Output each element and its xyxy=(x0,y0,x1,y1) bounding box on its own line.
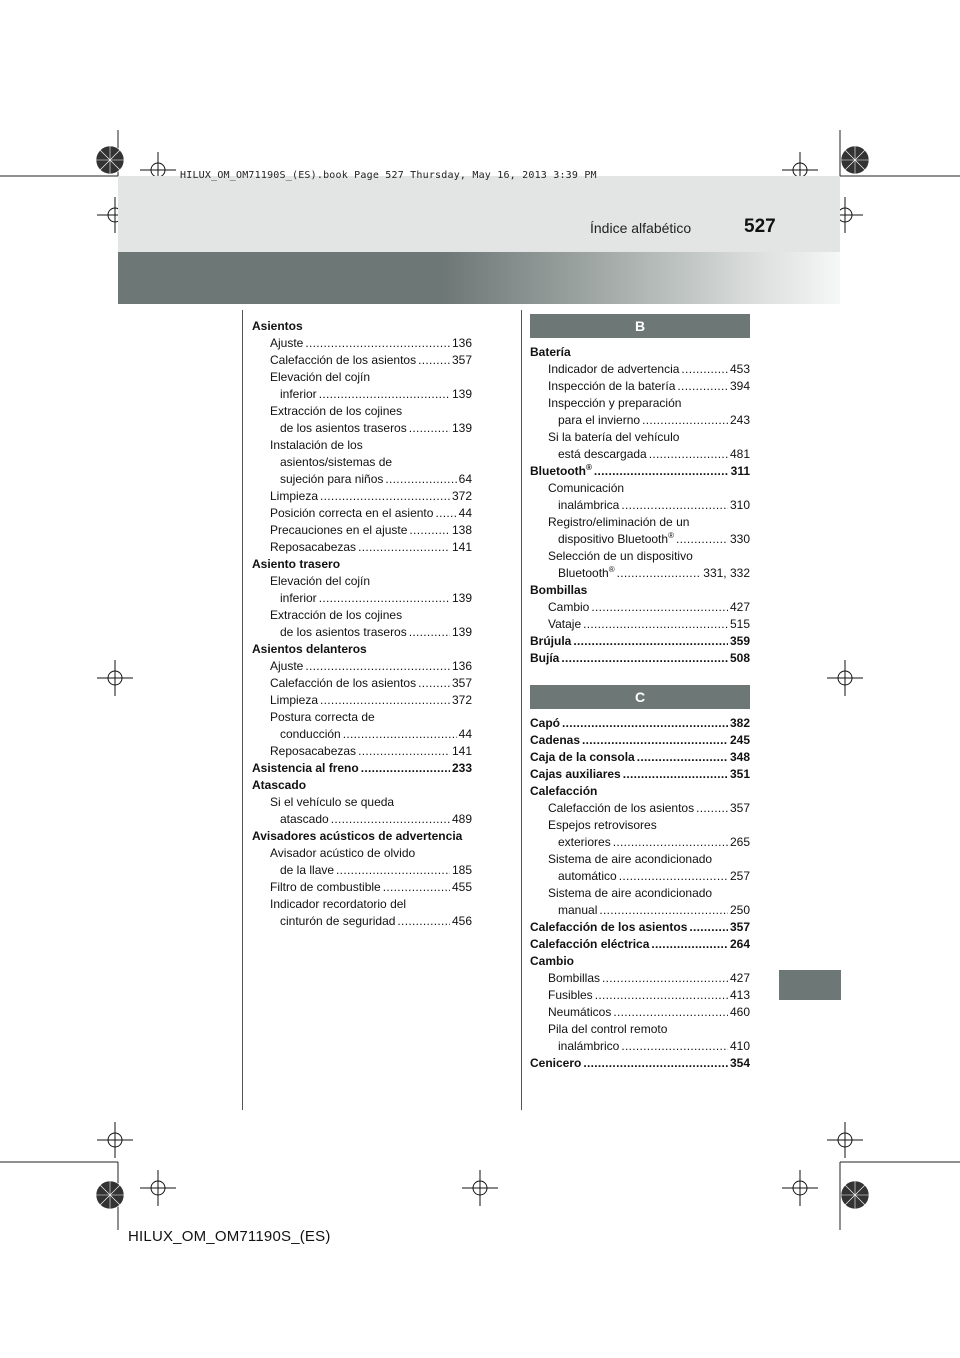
index-entry-label: Avisador acústico de olvido xyxy=(270,846,416,860)
index-entry-label: Sistema de aire acondicionado xyxy=(548,852,713,866)
index-entry-page: 245 xyxy=(729,733,750,747)
index-entry-label: Si la batería del vehículo xyxy=(548,430,680,444)
index-entry-page: 141 xyxy=(451,540,472,554)
index-entry-label: inferior xyxy=(280,387,317,401)
index-entry-page: 410 xyxy=(729,1039,750,1053)
dot-leader xyxy=(681,361,728,378)
dot-leader xyxy=(594,463,729,480)
index-entry-page: 394 xyxy=(729,379,750,393)
index-entry xyxy=(530,361,750,378)
index-entry xyxy=(252,777,472,794)
dot-leader xyxy=(676,531,728,548)
index-entry-label: inalámbrica xyxy=(558,498,620,512)
index-entry xyxy=(252,709,472,726)
index-entry-label: cinturón de seguridad xyxy=(280,914,396,928)
dot-leader xyxy=(696,800,728,817)
index-entry-label: Ajuste xyxy=(270,336,304,350)
dot-leader xyxy=(591,599,728,616)
index-entry-label: Brújula xyxy=(530,634,572,648)
dot-leader xyxy=(621,1038,728,1055)
index-entry-label: Calefacción eléctrica xyxy=(530,937,650,951)
dot-leader xyxy=(573,633,728,650)
dot-leader xyxy=(319,386,450,403)
index-entry xyxy=(530,344,750,361)
index-entry xyxy=(530,497,750,514)
header-band-dark xyxy=(118,252,840,304)
index-entry-label: exteriores xyxy=(558,835,611,849)
index-entry xyxy=(530,851,750,868)
index-entry-page: 348 xyxy=(729,750,750,764)
index-entry xyxy=(530,531,750,548)
dot-leader xyxy=(637,749,728,766)
index-entry-page: 250 xyxy=(729,903,750,917)
index-entry xyxy=(530,446,750,463)
index-entry xyxy=(252,794,472,811)
index-entry-label: Reposacabezas xyxy=(270,744,357,758)
index-entry-label: Asientos xyxy=(252,319,303,333)
index-entry-label: Reposacabezas xyxy=(270,540,357,554)
dot-leader xyxy=(621,497,728,514)
dot-leader xyxy=(561,650,728,667)
index-entry xyxy=(530,868,750,885)
index-entry-label: Indicador recordatorio del xyxy=(270,897,407,911)
index-entry-page: 44 xyxy=(458,727,472,741)
registered-mark: ® xyxy=(668,531,674,540)
index-entry-page: 460 xyxy=(729,1005,750,1019)
index-entry-label: manual xyxy=(558,903,598,917)
index-column-right xyxy=(530,314,750,1072)
index-entry xyxy=(252,641,472,658)
index-entry xyxy=(530,378,750,395)
index-entry-page: 44 xyxy=(458,506,472,520)
index-entry-label: Cenicero xyxy=(530,1056,582,1070)
index-entry-label: Inspección y preparación xyxy=(548,396,682,410)
registered-mark: ® xyxy=(586,463,592,472)
index-entry-label: Calefacción de los asientos xyxy=(270,676,417,690)
index-entry-label: Calefacción de los asientos xyxy=(548,801,695,815)
index-entry xyxy=(530,902,750,919)
dot-leader xyxy=(582,732,728,749)
index-entry xyxy=(530,480,750,497)
index-entry-page: 136 xyxy=(451,659,472,673)
index-entry xyxy=(530,953,750,970)
index-entry-label: Postura correcta de xyxy=(270,710,375,724)
column-rule-right xyxy=(521,310,522,1110)
index-entry xyxy=(252,811,472,828)
index-entry-label: Instalación de los xyxy=(270,438,363,452)
section-header-b: B xyxy=(530,314,750,338)
index-entry xyxy=(252,726,472,743)
index-entry xyxy=(530,1004,750,1021)
index-entry xyxy=(252,879,472,896)
index-entry xyxy=(252,556,472,573)
page-title: Índice alfabético xyxy=(590,220,692,236)
dot-leader xyxy=(331,811,450,828)
dot-leader xyxy=(613,834,728,851)
index-entry-label: Calefacción xyxy=(530,784,598,798)
index-entry xyxy=(530,582,750,599)
index-entry-label: inalámbrico xyxy=(558,1039,620,1053)
dot-leader xyxy=(418,352,450,369)
index-entry xyxy=(530,412,750,429)
index-entry-page: 311 xyxy=(730,464,750,478)
index-entry-label: Calefacción de los asientos xyxy=(530,920,688,934)
index-entry-label: Neumáticos xyxy=(548,1005,612,1019)
starburst-icon xyxy=(96,146,869,1209)
index-entry xyxy=(530,919,750,936)
index-entry-label: Precauciones en el ajuste xyxy=(270,523,408,537)
index-entry-page: 351 xyxy=(729,767,750,781)
dot-leader xyxy=(409,522,450,539)
index-entry xyxy=(530,987,750,1004)
index-entry-page: 141 xyxy=(451,744,472,758)
index-entry-page: 357 xyxy=(729,920,750,934)
index-entry xyxy=(530,749,750,766)
index-entry-label: Elevación del cojín xyxy=(270,370,371,384)
index-entry xyxy=(530,766,750,783)
index-entry-label: Comunicación xyxy=(548,481,625,495)
index-entry-page: 233 xyxy=(451,761,472,775)
index-entry xyxy=(530,970,750,987)
index-entry xyxy=(252,573,472,590)
dot-leader xyxy=(385,471,456,488)
index-entry xyxy=(252,896,472,913)
dot-leader xyxy=(409,420,450,437)
index-entry xyxy=(252,658,472,675)
dot-leader xyxy=(651,936,728,953)
index-entry-label: Cadenas xyxy=(530,733,581,747)
index-entry-page: 257 xyxy=(729,869,750,883)
dot-leader xyxy=(583,1055,728,1072)
index-entry xyxy=(252,539,472,556)
index-entry-label: Ajuste xyxy=(270,659,304,673)
index-entry-label: Asistencia al freno xyxy=(252,761,359,775)
footer-code: HILUX_OM_OM71190S_(ES) xyxy=(128,1228,331,1245)
index-entry-page: 489 xyxy=(451,812,472,826)
dot-leader xyxy=(599,902,728,919)
index-entry-page: 139 xyxy=(451,625,472,639)
index-entry-page: 382 xyxy=(729,716,750,730)
index-entry xyxy=(252,675,472,692)
index-entry xyxy=(252,692,472,709)
dot-leader xyxy=(397,913,450,930)
index-entry-label: Limpieza xyxy=(270,693,319,707)
index-entry xyxy=(530,1038,750,1055)
index-entry-label: automático xyxy=(558,869,617,883)
index-entry-label: Pila del control remoto xyxy=(548,1022,668,1036)
index-entry-page: 264 xyxy=(729,937,750,951)
index-entry xyxy=(252,913,472,930)
dot-leader xyxy=(305,658,450,675)
index-entry-page: 372 xyxy=(451,693,472,707)
index-entry xyxy=(530,548,750,565)
index-entry-label: Limpieza xyxy=(270,489,319,503)
index-entry xyxy=(530,565,750,582)
index-entry xyxy=(252,590,472,607)
index-entry-label: Bluetooth xyxy=(530,464,586,478)
dot-leader xyxy=(358,743,450,760)
index-entry-label: Inspección de la batería xyxy=(548,379,676,393)
index-entry xyxy=(530,885,750,902)
dot-leader xyxy=(649,446,728,463)
header-band-light xyxy=(118,176,840,252)
index-entry-page: 139 xyxy=(451,387,472,401)
index-entry-label: Fusibles xyxy=(548,988,593,1002)
dot-leader xyxy=(361,760,450,777)
dot-leader xyxy=(689,919,728,936)
index-entry xyxy=(530,650,750,667)
index-entry xyxy=(530,834,750,851)
index-entry-page: 357 xyxy=(729,801,750,815)
dot-leader xyxy=(320,692,450,709)
index-entry-page: 138 xyxy=(451,523,472,537)
index-entry-page: 357 xyxy=(451,353,472,367)
dot-leader xyxy=(595,987,728,1004)
index-entry-label: dispositivo Bluetooth xyxy=(558,532,669,546)
index-entry-label: Espejos retrovisores xyxy=(548,818,657,832)
index-entry-label: de los asientos traseros xyxy=(280,421,407,435)
index-entry xyxy=(530,1021,750,1038)
index-entry-label: Vataje xyxy=(548,617,582,631)
index-entry xyxy=(252,828,472,845)
index-entry xyxy=(252,335,472,352)
index-entry xyxy=(252,845,472,862)
dot-leader xyxy=(562,715,728,732)
index-entry xyxy=(252,318,472,335)
index-entry xyxy=(252,505,472,522)
index-entry-label: Registro/eliminación de un xyxy=(548,515,690,529)
index-entry xyxy=(530,817,750,834)
index-entry xyxy=(252,607,472,624)
index-entry xyxy=(530,616,750,633)
index-entry-page: 481 xyxy=(729,447,750,461)
index-entry-page: 330 xyxy=(729,532,750,546)
index-entry-label: Cambio xyxy=(530,954,575,968)
index-entry-page: 243 xyxy=(729,413,750,427)
index-entry xyxy=(252,403,472,420)
index-entry-label: Batería xyxy=(530,345,571,359)
dot-leader xyxy=(642,412,728,429)
index-entry-page: 413 xyxy=(729,988,750,1002)
index-entry xyxy=(252,386,472,403)
index-entry-page: 515 xyxy=(729,617,750,631)
index-entry xyxy=(530,1055,750,1072)
index-entry-label: está descargada xyxy=(558,447,647,461)
index-entry xyxy=(530,732,750,749)
index-entry-label: Bombillas xyxy=(530,583,588,597)
index-entry xyxy=(252,420,472,437)
index-entry-label: asientos/sistemas de xyxy=(280,455,393,469)
dot-leader xyxy=(418,675,450,692)
index-entry xyxy=(252,352,472,369)
dot-leader xyxy=(617,565,702,582)
index-entry-label: Cambio xyxy=(548,600,590,614)
index-entry-label: Indicador de advertencia xyxy=(548,362,680,376)
dot-leader xyxy=(358,539,450,556)
index-entry-label: Capó xyxy=(530,716,560,730)
index-entry-page: 354 xyxy=(729,1056,750,1070)
index-entry xyxy=(530,429,750,446)
index-entry-page: 453 xyxy=(729,362,750,376)
index-entry-label: Extracción de los cojines xyxy=(270,404,403,418)
section-header-c: C xyxy=(530,685,750,709)
index-entry xyxy=(530,395,750,412)
index-entry-label: Cajas auxiliares xyxy=(530,767,621,781)
registered-mark: ® xyxy=(608,565,615,574)
index-entry-label: Filtro de combustible xyxy=(270,880,381,894)
dot-leader xyxy=(319,590,450,607)
dot-leader xyxy=(305,335,450,352)
index-entry-label: Atascado xyxy=(252,778,307,792)
dot-leader xyxy=(343,726,457,743)
index-entry-label: Posición correcta en el asiento xyxy=(270,506,434,520)
index-entry-page: 185 xyxy=(451,863,472,877)
index-entry xyxy=(252,743,472,760)
index-entry xyxy=(252,862,472,879)
index-entry-label: Asiento trasero xyxy=(252,557,341,571)
dot-leader xyxy=(613,1004,728,1021)
index-entry-label: Extracción de los cojines xyxy=(270,608,403,622)
index-entry-label: Bujía xyxy=(530,651,560,665)
index-entry-page: 455 xyxy=(451,880,472,894)
index-entry-page: 508 xyxy=(729,651,750,665)
index-entry-label: Selección de un dispositivo xyxy=(548,549,693,563)
index-entry-label: conducción xyxy=(280,727,341,741)
dot-leader xyxy=(602,970,728,987)
index-entry-page: 357 xyxy=(451,676,472,690)
index-entry xyxy=(252,522,472,539)
page-number: 527 xyxy=(744,216,776,237)
index-entry-page: 139 xyxy=(451,591,472,605)
index-entry-page: 136 xyxy=(451,336,472,350)
index-entry-page: 64 xyxy=(458,472,472,486)
index-entry-label: de la llave xyxy=(280,863,335,877)
index-entry-page: 456 xyxy=(451,914,472,928)
index-entry xyxy=(252,624,472,641)
index-entry-page: 331, 332 xyxy=(703,566,750,580)
dot-leader xyxy=(619,868,728,885)
index-entry-label: sujeción para niños xyxy=(280,472,384,486)
index-entry-page: 427 xyxy=(729,600,750,614)
index-entry xyxy=(530,599,750,616)
index-entry-label: para el invierno xyxy=(558,413,641,427)
dot-leader xyxy=(583,616,728,633)
index-entry-page: 139 xyxy=(451,421,472,435)
index-column-left xyxy=(252,318,472,930)
index-entry xyxy=(530,715,750,732)
index-entry xyxy=(530,633,750,650)
index-entry-label: Sistema de aire acondicionado xyxy=(548,886,713,900)
dot-leader xyxy=(435,505,456,522)
index-entry-label: Bluetooth xyxy=(558,566,609,580)
index-entry xyxy=(530,463,750,480)
index-entry-label: Bombillas xyxy=(548,971,601,985)
dot-leader xyxy=(336,862,450,879)
index-entry-label: Elevación del cojín xyxy=(270,574,371,588)
index-entry xyxy=(252,471,472,488)
dot-leader xyxy=(383,879,450,896)
index-entry xyxy=(252,454,472,471)
index-entry-label: Avisadores acústicos de advertencia xyxy=(252,829,463,843)
index-entry-label: atascado xyxy=(280,812,329,826)
dot-leader xyxy=(409,624,450,641)
index-entry-page: 265 xyxy=(729,835,750,849)
index-entry xyxy=(530,783,750,800)
column-rule-left xyxy=(242,310,243,1110)
index-entry-page: 427 xyxy=(729,971,750,985)
dot-leader xyxy=(677,378,728,395)
index-entry xyxy=(530,800,750,817)
index-entry-label: Calefacción de los asientos xyxy=(270,353,417,367)
index-entry-label: de los asientos traseros xyxy=(280,625,407,639)
index-entry xyxy=(530,514,750,531)
index-entry xyxy=(252,369,472,386)
index-entry xyxy=(252,760,472,777)
index-entry-label: Asientos delanteros xyxy=(252,642,367,656)
index-entry xyxy=(252,437,472,454)
index-entry-page: 310 xyxy=(729,498,750,512)
index-entry-label: Caja de la consola xyxy=(530,750,635,764)
index-entry-label: Si el vehículo se queda xyxy=(270,795,395,809)
index-entry xyxy=(530,936,750,953)
index-entry xyxy=(252,488,472,505)
index-entry-page: 359 xyxy=(729,634,750,648)
print-info-line: HILUX_OM_OM71190S_(ES).book Page 527 Thursday, May 16, 2013 3:39 PM xyxy=(180,170,597,181)
index-entry-page: 372 xyxy=(451,489,472,503)
index-entry-label: inferior xyxy=(280,591,317,605)
dot-leader xyxy=(623,766,728,783)
dot-leader xyxy=(320,488,450,505)
section-thumb-tab xyxy=(779,970,841,1000)
